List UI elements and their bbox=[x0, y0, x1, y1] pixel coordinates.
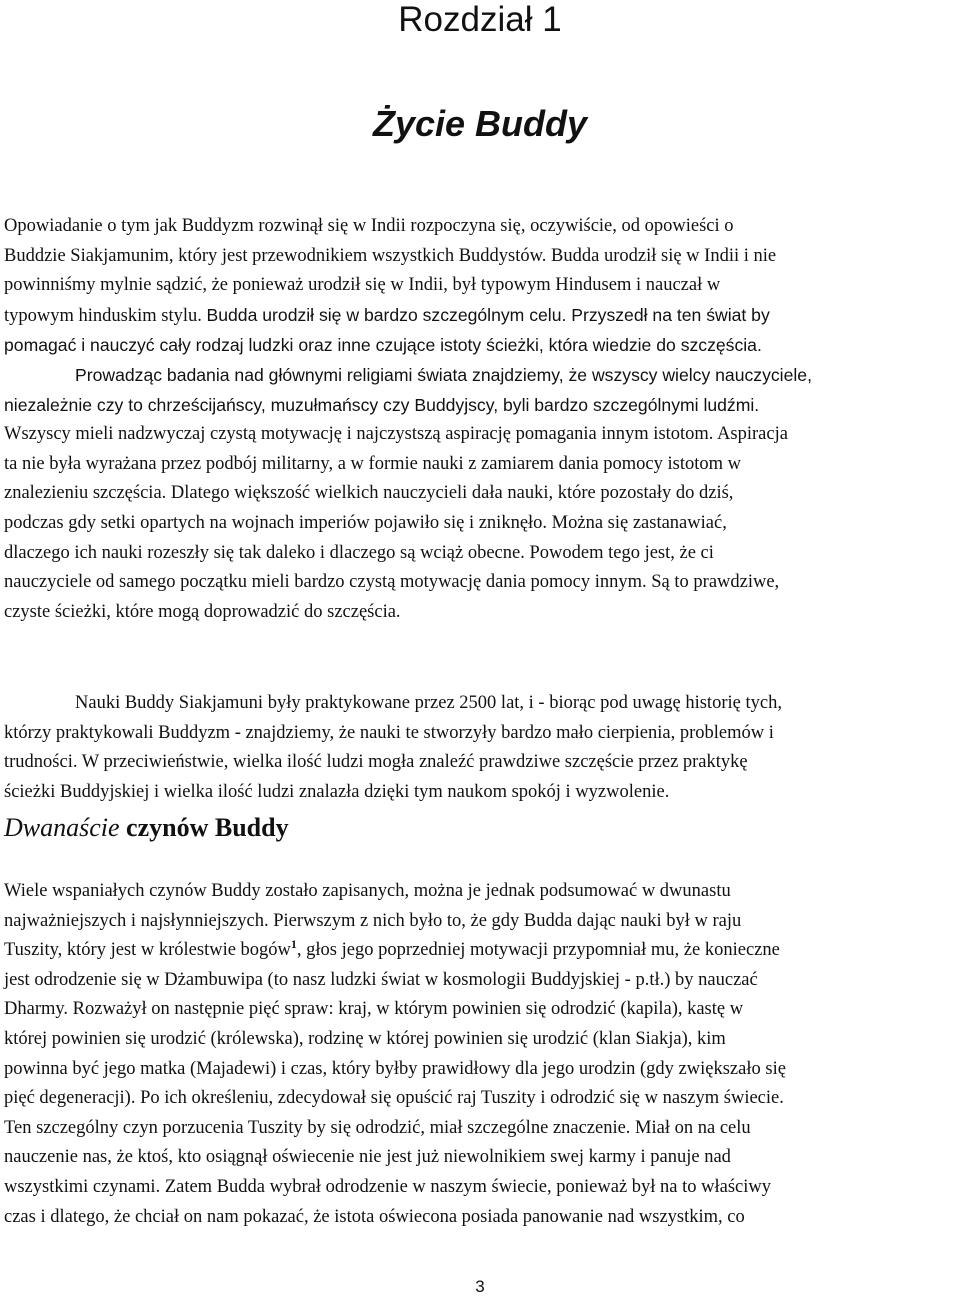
paragraph-line: czyste ścieżki, które mogą doprowadzić do szczęścia. bbox=[4, 601, 401, 622]
paragraph-line: Dharmy. Rozważył on następnie pięć spraw: kraj, w którym powinien się odrodzić (kapila), kastę w bbox=[4, 999, 744, 1020]
paragraph-line: najważniejszych i najsłynniejszych. Pierwszym z nich było to, że gdy Budda dając nauki był w raju bbox=[4, 910, 742, 931]
second-paragraph bbox=[4, 689, 956, 807]
paragraph-line: Buddzie Siakjamunim, który jest przewodnikiem wszystkich Buddystów. Budda urodził się w Indii i nie bbox=[4, 245, 777, 266]
paragraph-segment: Tuszity, który jest w królestwie bogów bbox=[4, 940, 291, 961]
paragraph-line: pięć degeneracji). Po ich określeniu, zdecydował się opuścić raj Tuszity i odrodzić się w naszym świecie. bbox=[4, 1088, 784, 1109]
section-paragraph bbox=[4, 877, 956, 1232]
paragraph-line: dlaczego ich nauki rozeszły się tak daleko i dlaczego są wciąż obecne. Powodem tego jest, że ci bbox=[4, 542, 714, 563]
section-heading-bold: czynów Buddy bbox=[126, 813, 289, 842]
paragraph-line: ścieżki Buddyjskiej i wielka ilość ludzi znalazła dzięki tym naukom spokój i wyzwolenie. bbox=[4, 781, 670, 802]
paragraph-line: znalezieniu szczęścia. Dlatego większość wielkich nauczycieli dała nauki, które pozostały do dziś, bbox=[4, 483, 734, 504]
paragraph-line: jest odrodzenie się w Dżambuwipa (to nasz ludzki świat w kosmologii Buddyjskiej - p.tł.) by nauczać bbox=[4, 969, 758, 990]
paragraph-line: powinniśmy mylnie sądzić, że ponieważ urodził się w Indii, był typowym Hindusem i nauczał w bbox=[4, 275, 721, 296]
paragraph-line: Prowadząc badania nad głównymi religiami świata znajdziemy, że wszyscy wielcy nauczyciele, bbox=[75, 364, 812, 385]
intro-paragraph bbox=[4, 212, 956, 627]
page-number: 3 bbox=[475, 1277, 485, 1296]
paragraph-line: powinna być jego matka (Majadewi) i czas, który byłby prawidłowy dla jego urodzin (gdy zwiększało się bbox=[4, 1058, 786, 1079]
paragraph-segment: typowym hinduskim stylu. bbox=[4, 305, 202, 326]
page-title: Życie Buddy bbox=[372, 103, 588, 144]
paragraph-line: niezależnie czy to chrześcijańscy, muzułmańscy czy Buddyjscy, byli bardzo szczególnymi ludźmi. bbox=[4, 394, 760, 415]
paragraph-line-mixed bbox=[4, 301, 956, 332]
paragraph-line: Ten szczególny czyn porzucenia Tuszity by się odrodzić, miał szczególne znaczenie. Miał on na celu bbox=[4, 1117, 751, 1138]
paragraph-line: Wiele wspaniałych czynów Buddy zostało zapisanych, można je jednak podsumować w dwunastu bbox=[4, 881, 731, 901]
paragraph-line: podczas gdy setki opartych na wojnach imperiów pojawiło się i zniknęło. Można się zastanawiać, bbox=[4, 512, 727, 533]
paragraph-line: Nauki Buddy Siakjamuni były praktykowane przez 2500 lat, i - biorąc pod uwagę historię tych, bbox=[75, 693, 782, 713]
paragraph-line: nauczenie nas, że ktoś, kto osiągnął oświecenie nie jest już niewolnikiem swej karmy i panuje nad bbox=[4, 1147, 731, 1168]
paragraph-line: czas i dlatego, że chciał on nam pokazać, że istota oświecona posiada panowanie nad wszystkim, co bbox=[4, 1206, 745, 1227]
section-heading bbox=[4, 808, 289, 848]
footnote-mark[interactable]: 1 bbox=[290, 937, 297, 952]
paragraph-line: pomagać i nauczyć cały rodzaj ludzki oraz inne czujące istoty ścieżki, która wiedzie do szczęścia. bbox=[4, 335, 762, 356]
paragraph-segment: , głos jego poprzedniej motywacji przypomniał mu, że konieczne bbox=[296, 940, 780, 961]
paragraph-line: ta nie była wyrażana przez podbój militarny, a w formie nauki z zamiarem dania pomocy istotom w bbox=[4, 453, 742, 474]
paragraph-line: Opowiadanie o tym jak Buddyzm rozwinął się w Indii rozpoczyna się, oczywiście, od opowieści o bbox=[4, 216, 734, 236]
paragraph-line: którzy praktykowali Buddyzm - znajdziemy, że nauki te stworzyły bardzo mało cierpienia, problemów i bbox=[4, 722, 774, 743]
paragraph-line: wszystkimi czynami. Zatem Budda wybrał odrodzenie w naszym świecie, ponieważ był na to właściwy bbox=[4, 1176, 772, 1197]
paragraph-line: której powinien się urodzić (królewska), rodzinę w której powinien się urodzić (klan Siakja), kim bbox=[4, 1028, 726, 1049]
paragraph-segment: Budda urodził się w bardzo szczególnym celu. Przyszedł na ten świat by bbox=[206, 304, 770, 325]
paragraph-line: Wszyscy mieli nadzwyczaj czystą motywację i najczystszą aspirację pomagania innym istotom. Aspiracja bbox=[4, 424, 788, 445]
paragraph-line: nauczyciele od samego początku mieli bardzo czystą motywację dania pomocy innym. Są to prawdziwe, bbox=[4, 572, 780, 593]
section-heading-italic: Dwanaście bbox=[4, 813, 120, 842]
chapter-label: Rozdział 1 bbox=[398, 0, 562, 39]
paragraph-line-with-footnote bbox=[4, 936, 956, 966]
paragraph-line: trudności. W przeciwieństwie, wielka ilość ludzi mogła znaleźć prawdziwe szczęście przez praktykę bbox=[4, 752, 748, 773]
